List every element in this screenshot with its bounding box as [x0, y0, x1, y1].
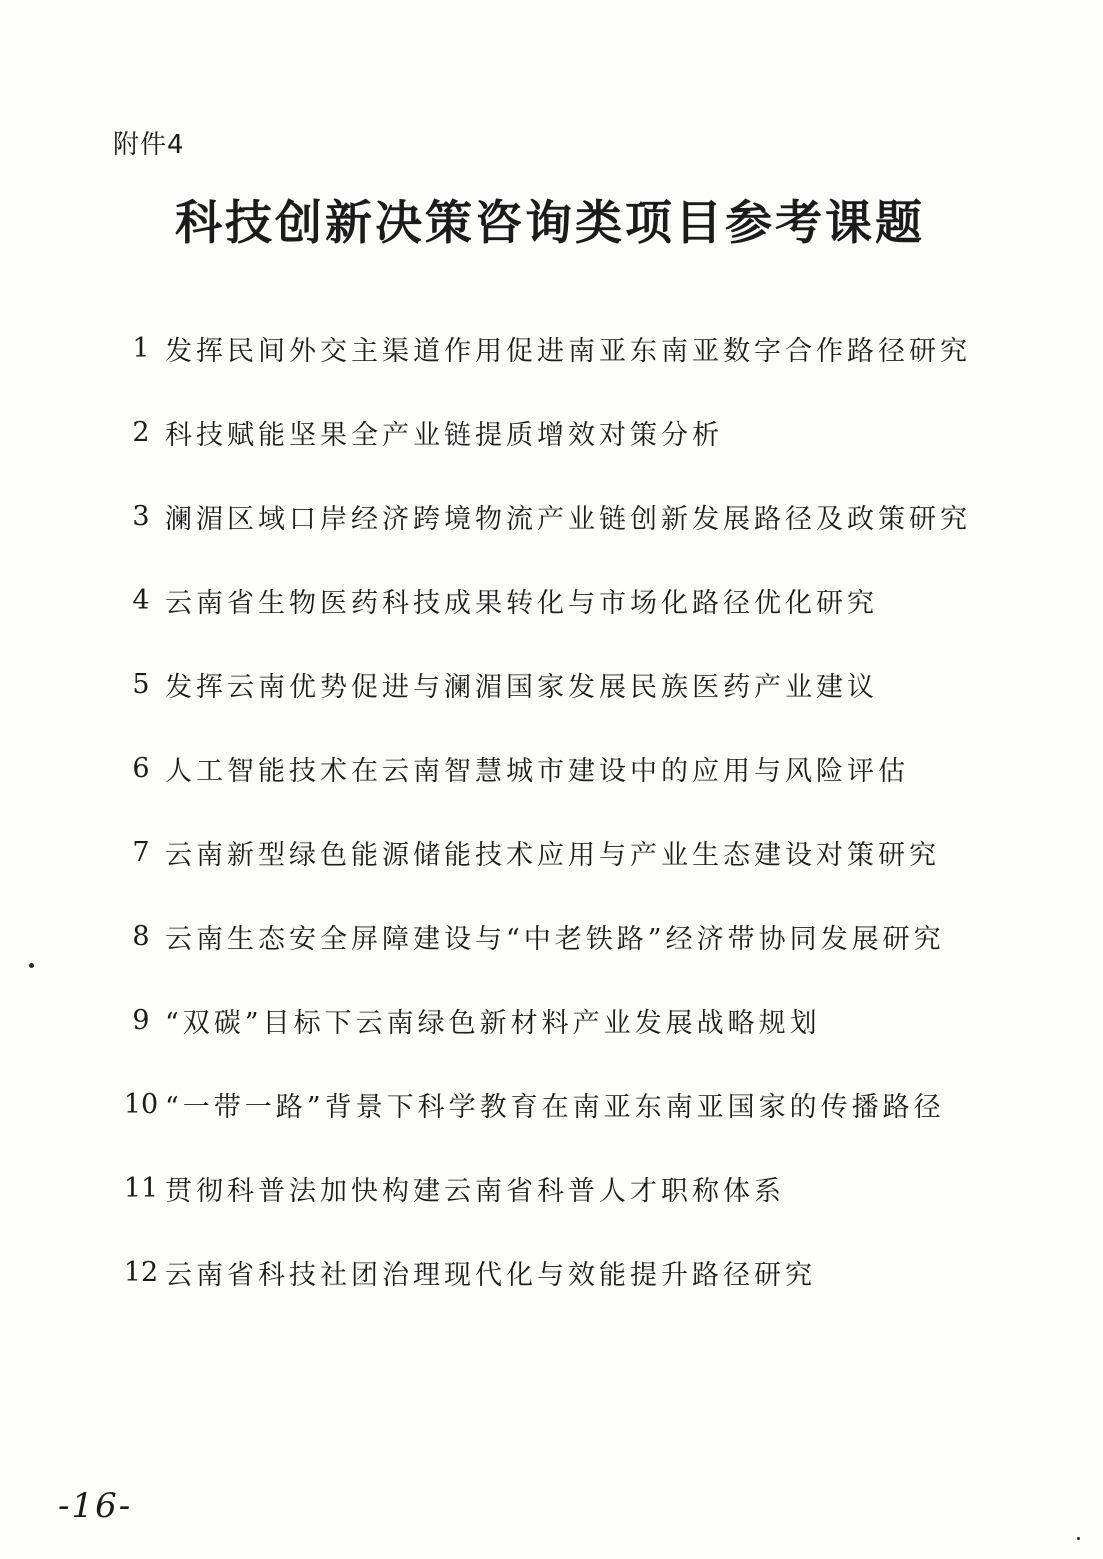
topic-item — [117, 642, 1017, 726]
topic-text: “双碳”目标下云南绿色新材料产业发展战略规划 — [165, 1007, 821, 1039]
topic-item — [117, 558, 1017, 642]
topic-number: 4 — [132, 584, 150, 616]
topic-item — [117, 474, 1017, 558]
topic-number: 2 — [132, 416, 150, 448]
topic-item — [117, 1146, 1017, 1230]
topic-number: 7 — [132, 836, 150, 868]
topic-text: 贯彻科普法加快构建云南省科普人才职称体系 — [165, 1175, 785, 1207]
topic-text: “一带一路”背景下科学教育在南亚东南亚国家的传播路径 — [165, 1091, 945, 1123]
scan-speck — [29, 963, 34, 968]
topic-text: 发挥云南优势促进与澜湄国家发展民族医药产业建议 — [165, 671, 878, 703]
topic-number: 6 — [132, 752, 150, 784]
topic-number: 10 — [123, 1088, 159, 1120]
attachment-label: 附件4 — [113, 130, 185, 160]
topic-number: 9 — [132, 1004, 150, 1036]
topic-text: 云南省科技社团治理现代化与效能提升路径研究 — [165, 1259, 816, 1291]
topic-text: 云南新型绿色能源储能技术应用与产业生态建设对策研究 — [165, 839, 940, 871]
topic-number: 5 — [132, 668, 150, 700]
topic-item — [117, 1062, 1017, 1146]
topic-item — [117, 894, 1017, 978]
topic-text: 人工智能技术在云南智慧城市建设中的应用与风险评估 — [165, 755, 909, 787]
topic-item — [117, 1230, 1017, 1314]
topic-number: 8 — [132, 920, 150, 952]
topic-text: 科技赋能坚果全产业链提质增效对策分析 — [165, 419, 723, 451]
topic-text: 发挥民间外交主渠道作用促进南亚东南亚数字合作路径研究 — [165, 335, 971, 367]
topic-text: 云南生态安全屏障建设与“中老铁路”经济带协同发展研究 — [165, 923, 945, 955]
topic-list — [117, 306, 1017, 1314]
scan-speck — [1077, 1537, 1080, 1540]
topic-item — [117, 726, 1017, 810]
topic-number: 1 — [132, 332, 150, 364]
topic-number: 3 — [132, 500, 150, 532]
topic-number: 12 — [123, 1256, 159, 1288]
topic-text: 云南省生物医药科技成果转化与市场化路径优化研究 — [165, 587, 878, 619]
topic-item — [117, 306, 1017, 390]
topic-item — [117, 810, 1017, 894]
topic-number: 11 — [123, 1172, 159, 1204]
page-title: 科技创新决策咨询类项目参考课题 — [175, 196, 925, 251]
topic-item — [117, 978, 1017, 1062]
topic-item — [117, 390, 1017, 474]
topic-text: 澜湄区域口岸经济跨境物流产业链创新发展路径及政策研究 — [165, 503, 971, 535]
page-number: -16- — [58, 1486, 133, 1526]
